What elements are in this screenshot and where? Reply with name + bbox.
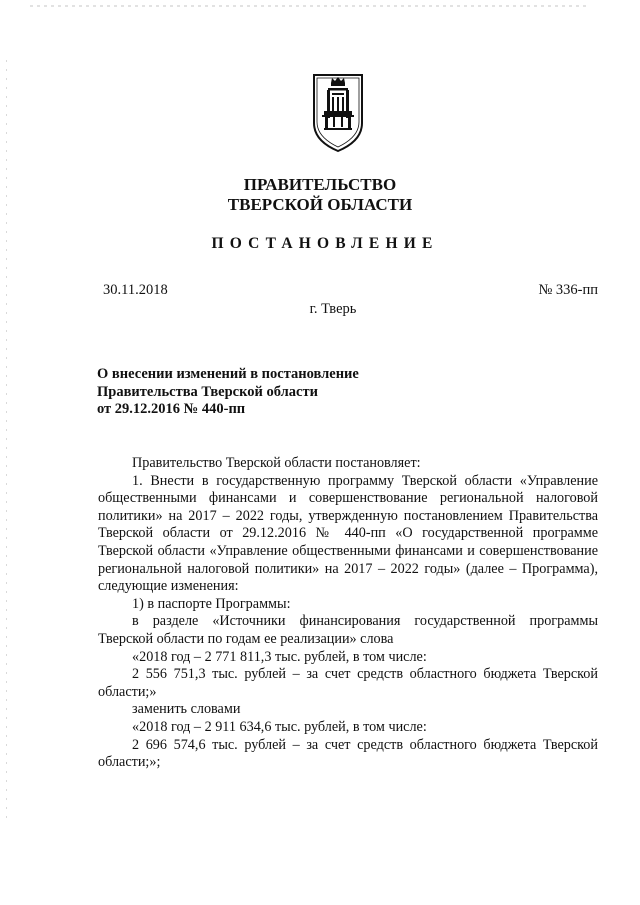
- tver-coat-of-arms-icon: [312, 73, 364, 153]
- scan-margin-artifact: [6, 60, 7, 820]
- body-paragraph: 2 696 574,6 тыс. рублей – за счет средств областного бюджета Тверской области;»;: [98, 736, 598, 771]
- subject-line: О внесении изменений в постановление: [97, 366, 359, 382]
- body-paragraph: 1. Внести в государственную программу Тверской области «Управление общественными финансами и совершенствование региональной налоговой политики» на 2017 – 2022 годы, утвержденную постановлением Правительства Тверской области от 29.12.2016 № 440-пп «О государственной программе Тверской области «Управление общественными финансами и совершенствование региональной налоговой политики» на 2017 – 2022 годы» (далее – Программа), следующие изменения:: [98, 472, 598, 595]
- body-paragraph: заменить словами: [132, 701, 241, 718]
- document-date: 30.11.2018: [103, 282, 168, 298]
- body-paragraph: «2018 год – 2 911 634,6 тыс. рублей, в том числе:: [132, 718, 427, 735]
- body-paragraph: 1) в паспорте Программы:: [132, 595, 291, 612]
- body-paragraph: Правительство Тверской области постановляет:: [132, 455, 421, 471]
- document-city: г. Тверь: [309, 301, 357, 317]
- body-paragraph: в разделе «Источники финансирования государственной программы Тверской области по годам ее реализации» слова: [98, 613, 598, 647]
- government-title: ПРАВИТЕЛЬСТВО: [243, 175, 397, 194]
- document-subject: [97, 366, 437, 419]
- scan-edge-artifact: [30, 5, 590, 7]
- subject-line: от 29.12.2016 № 440-пп: [97, 401, 246, 417]
- government-region: ТВЕРСКОЙ ОБЛАСТИ: [227, 195, 413, 214]
- body-paragraph: 2 556 751,3 тыс. рублей – за счет средств областного бюджета Тверской области;»: [98, 666, 598, 700]
- document-number: № 336-пп: [538, 282, 598, 298]
- document-type-heading: ПОСТАНОВЛЕНИЕ: [211, 235, 439, 252]
- subject-line: Правительства Тверской области: [97, 383, 318, 400]
- document-body: [98, 455, 598, 772]
- body-paragraph: «2018 год – 2 771 811,3 тыс. рублей, в том числе:: [132, 648, 427, 665]
